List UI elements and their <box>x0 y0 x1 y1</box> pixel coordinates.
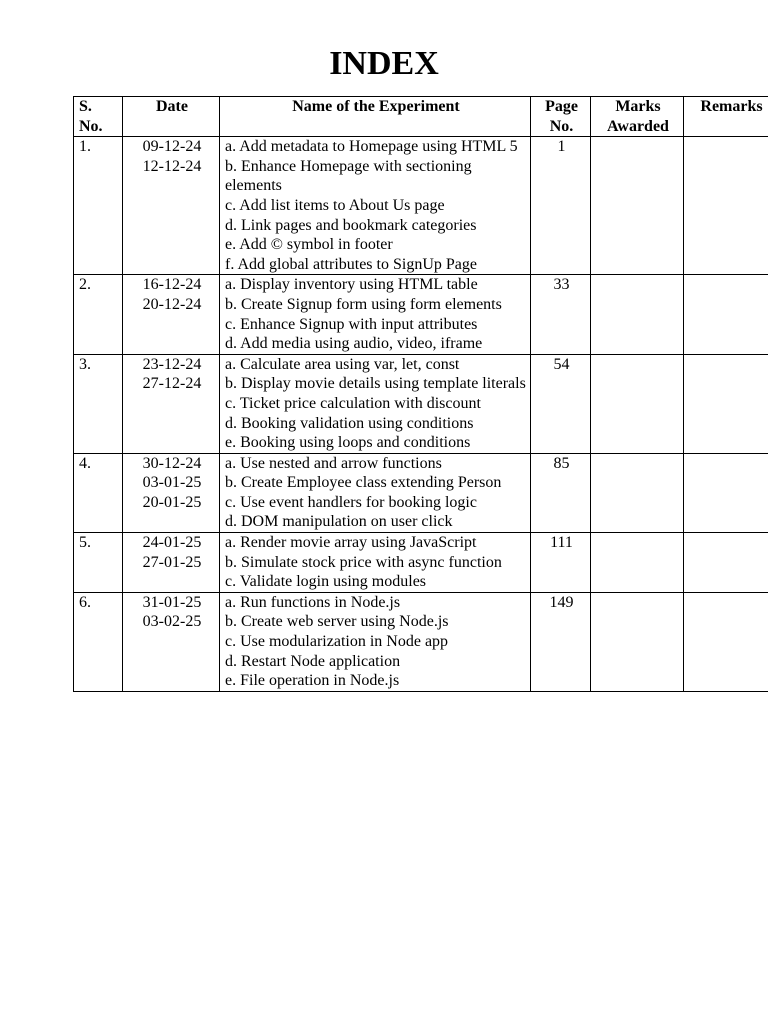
table-body <box>74 137 768 692</box>
row-date: 16-12-24 <box>142 276 202 294</box>
row-date: 03-01-25 <box>142 474 202 492</box>
header-page: Page No. <box>531 97 591 137</box>
experiment-item: d. Link pages and bookmark categories <box>225 216 477 234</box>
experiment-item: a. Add metadata to Homepage using HTML 5 <box>225 138 518 156</box>
experiment-item: b. Create Signup form using form elements <box>225 295 502 313</box>
experiment-item: d. DOM manipulation on user click <box>225 513 453 531</box>
row-sno: 5. <box>74 533 123 593</box>
table-row <box>74 137 768 275</box>
page-title: INDEX <box>329 45 439 82</box>
row-dates <box>123 533 220 593</box>
experiment-item: d. Booking validation using conditions <box>225 414 474 432</box>
row-sno: 4. <box>74 453 123 532</box>
experiment-item: b. Display movie details using template literals <box>225 375 526 393</box>
row-date: 03-02-25 <box>142 613 202 631</box>
row-page: 1 <box>531 137 591 275</box>
experiment-item: d. Restart Node application <box>225 652 401 670</box>
row-page: 111 <box>531 533 591 593</box>
header-name: Name of the Experiment <box>220 97 531 137</box>
experiment-item: a. Run functions in Node.js <box>225 593 401 611</box>
header-sno: S. No. <box>74 97 123 137</box>
row-dates <box>123 137 220 275</box>
row-sno: 6. <box>74 592 123 691</box>
row-experiments <box>220 533 531 593</box>
header-marks: Marks Awarded <box>591 97 684 137</box>
row-sno: 2. <box>74 275 123 354</box>
experiment-item: b. Create web server using Node.js <box>225 613 449 631</box>
row-date: 20-01-25 <box>142 493 202 511</box>
row-date: 12-12-24 <box>142 157 202 175</box>
experiment-item: a. Render movie array using JavaScript <box>225 534 477 552</box>
experiment-item: e. Booking using loops and conditions <box>225 434 471 452</box>
row-marks <box>591 533 684 593</box>
experiment-item: e. Add © symbol in footer <box>225 236 393 254</box>
row-dates <box>123 592 220 691</box>
table-header-row <box>74 97 768 137</box>
row-marks <box>591 592 684 691</box>
row-page: 85 <box>531 453 591 532</box>
experiment-item: b. Enhance Homepage with sectioning elements <box>225 157 472 195</box>
table-row <box>74 354 768 453</box>
row-page: 54 <box>531 354 591 453</box>
experiment-item: b. Create Employee class extending Person <box>225 474 502 492</box>
row-date: 20-12-24 <box>142 295 202 313</box>
header-date: Date <box>123 97 220 137</box>
row-remarks <box>684 137 768 275</box>
experiment-item: a. Display inventory using HTML table <box>225 276 478 294</box>
row-dates <box>123 354 220 453</box>
row-sno: 3. <box>74 354 123 453</box>
experiment-item: c. Validate login using modules <box>225 573 427 591</box>
row-remarks <box>684 275 768 354</box>
experiment-item: f. Add global attributes to SignUp Page <box>225 255 477 273</box>
row-marks <box>591 275 684 354</box>
row-date: 27-12-24 <box>142 375 202 393</box>
row-experiments <box>220 354 531 453</box>
row-remarks <box>684 354 768 453</box>
experiment-item: c. Use event handlers for booking logic <box>225 493 477 511</box>
row-remarks <box>684 592 768 691</box>
row-dates <box>123 275 220 354</box>
row-experiments <box>220 137 531 275</box>
experiment-item: c. Add list items to About Us page <box>225 196 445 214</box>
row-date: 27-01-25 <box>142 553 202 571</box>
row-marks <box>591 137 684 275</box>
row-dates <box>123 453 220 532</box>
row-page: 33 <box>531 275 591 354</box>
row-date: 23-12-24 <box>142 355 202 373</box>
index-table <box>73 96 768 692</box>
row-remarks <box>684 533 768 593</box>
row-experiments <box>220 592 531 691</box>
experiment-item: c. Use modularization in Node app <box>225 633 449 651</box>
row-page: 149 <box>531 592 591 691</box>
row-experiments <box>220 275 531 354</box>
row-experiments <box>220 453 531 532</box>
experiment-item: c. Enhance Signup with input attributes <box>225 315 478 333</box>
row-marks <box>591 354 684 453</box>
row-remarks <box>684 453 768 532</box>
row-sno: 1. <box>74 137 123 275</box>
table-row <box>74 453 768 532</box>
experiment-item: a. Use nested and arrow functions <box>225 454 442 472</box>
row-marks <box>591 453 684 532</box>
table-row <box>74 275 768 354</box>
header-remarks: Remarks <box>684 97 768 137</box>
table-row <box>74 533 768 593</box>
experiment-item: a. Calculate area using var, let, const <box>225 355 460 373</box>
row-date: 24-01-25 <box>142 534 202 552</box>
table-row <box>74 592 768 691</box>
row-date: 31-01-25 <box>142 593 202 611</box>
experiment-item: c. Ticket price calculation with discount <box>225 394 481 412</box>
row-date: 30-12-24 <box>142 454 202 472</box>
experiment-item: b. Simulate stock price with async function <box>225 553 502 571</box>
experiment-item: d. Add media using audio, video, iframe <box>225 335 483 353</box>
experiment-item: e. File operation in Node.js <box>225 672 400 690</box>
row-date: 09-12-24 <box>142 138 202 156</box>
